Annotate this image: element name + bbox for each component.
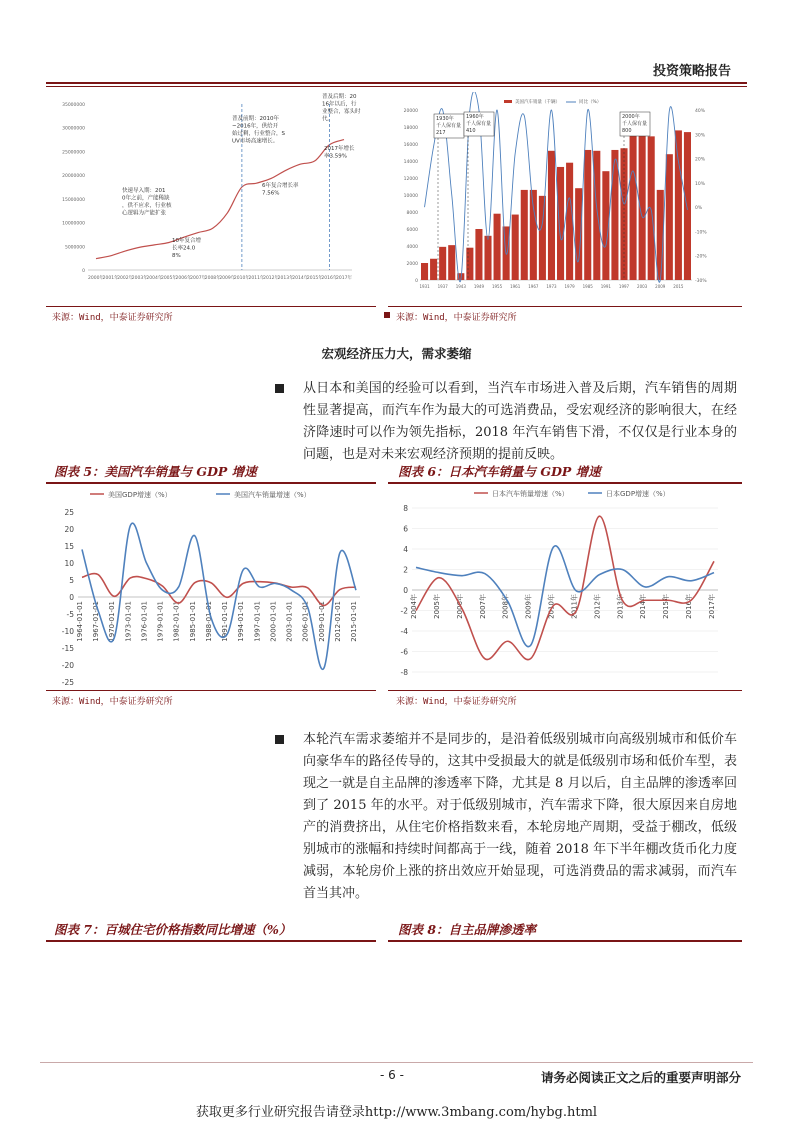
x-tick-label: 1961: [510, 284, 521, 289]
disclaimer-note: 请务必阅读正文之后的重要声明部分: [540, 1070, 741, 1085]
x-tick-label: 2012-01-01: [333, 601, 342, 642]
legend-swatch-sales: [504, 100, 512, 103]
annotation-mid-phase: 普及前期：2010年~2016年，供给开始过剩，行业整合，S UV市场高速增长。: [232, 116, 285, 145]
y-tick-label: -25: [61, 678, 74, 686]
x-tick-label: 2004年: [410, 594, 418, 619]
x-tick-label: 1973-01-01: [124, 601, 133, 642]
source-divider: [46, 306, 376, 307]
y-tick-label: 20000000: [62, 174, 85, 180]
bar-sales: [466, 248, 473, 280]
source-note-fig6: 来源：Wind，中泰证券研究所: [396, 697, 517, 707]
figure-6-title: 图表 6：日本汽车销量与 GDP 增速: [398, 464, 601, 479]
source-divider: [388, 690, 742, 691]
y-tick-label: 6: [403, 524, 408, 534]
legend-label: 日本汽车销量增速（%）: [492, 490, 569, 498]
x-tick-label: 2006年: [455, 594, 464, 619]
y-tick-label: -8: [400, 668, 408, 676]
chart-us-auto-sales-history: [396, 92, 716, 302]
y-tick-label: 5000000: [64, 245, 85, 251]
x-tick-label: 2016年: [321, 276, 338, 281]
x-tick-label: 2012年: [593, 594, 602, 619]
source-note-fig3: 来源：Wind，中泰证券研究所: [52, 313, 173, 323]
x-tick-label: 2008年: [204, 276, 221, 281]
legend-label: 美国汽车销量增速（%）: [234, 491, 311, 499]
y-tick-label: 15000000: [62, 197, 85, 203]
y-tick-label-left: 8000: [406, 211, 418, 216]
y-tick-label-right: 10%: [695, 181, 706, 187]
annotation-2017-growth: 2017年增长率3.59%: [324, 146, 355, 160]
chart-fig6-svg: [392, 486, 722, 676]
section-title: 宏观经济压力大，需求萎缩: [321, 346, 472, 361]
y-tick-label-left: 12000: [403, 177, 418, 182]
y-tick-label: 15: [64, 542, 74, 551]
y-tick-label: 30000000: [62, 126, 85, 132]
figure-7-title: 图表 7：百城住宅价格指数同比增速（%）: [54, 922, 292, 937]
y-tick-label-right: -10%: [695, 230, 707, 236]
source-note-fig5: 来源：Wind，中泰证券研究所: [52, 697, 173, 707]
bar-sales: [666, 154, 673, 280]
x-tick-label: 1967-01-01: [92, 601, 101, 642]
bar-sales: [611, 150, 618, 280]
x-tick-label: 1979: [564, 284, 575, 289]
x-tick-label: 2000年: [88, 276, 104, 281]
x-tick-label: 1964-01-01: [76, 601, 84, 642]
annotation-ownership: 1960年千人保有量 410: [466, 114, 492, 134]
bar-sales: [421, 263, 428, 280]
y-tick-label: 2: [403, 565, 408, 575]
legend-label: 日本GDP增速（%）: [606, 490, 670, 498]
x-tick-label: 1985: [582, 284, 593, 289]
bar-sales: [630, 129, 637, 280]
header-divider: [46, 82, 747, 84]
y-tick-label-right: 0%: [695, 206, 703, 212]
x-tick-label: 2015: [673, 284, 684, 289]
y-tick-label: -5: [66, 610, 74, 619]
figure-5-title: 图表 5：美国汽车销量与 GDP 增速: [54, 464, 257, 479]
bar-sales: [566, 163, 573, 280]
figure-8-title: 图表 8：自主品牌渗透率: [398, 922, 537, 937]
page-number: - 6 -: [380, 1068, 404, 1082]
x-tick-label: 2007年: [478, 594, 487, 619]
x-tick-label: 1967: [528, 284, 539, 289]
x-tick-label: 2009年: [219, 276, 236, 281]
bar-sales: [448, 245, 455, 280]
bar-sales: [584, 150, 591, 280]
report-header-title: 投资策略报告: [652, 64, 731, 79]
x-tick-label: 1982-01-01: [172, 601, 181, 642]
y-tick-label-right: -20%: [695, 254, 707, 260]
chart-fig3-svg: [52, 92, 362, 302]
y-tick-label: 4: [403, 545, 408, 554]
chart-china-auto-sales: [52, 92, 362, 302]
x-tick-label: 2005年: [432, 594, 441, 619]
figure-title-divider: [46, 940, 376, 942]
footer-divider: [40, 1062, 753, 1063]
x-tick-label: 2015年: [662, 594, 671, 619]
x-tick-label: 1994-01-01: [237, 601, 246, 642]
x-tick-label: 2014年: [639, 594, 648, 619]
x-tick-label: 1997: [618, 284, 630, 289]
y-tick-label-left: 6000: [406, 228, 418, 233]
paragraph-1: 从日本和美国的经验可以看到，当汽车市场进入普及后期，汽车销售的周期性显著提高，而汽车作为最大的可选消费品，受宏观经济的影响很大，在经济降速时可以作为领先指标，2018 年汽车销售下滑，不仅仅是行业本身的问题，也是对未来宏观经济预期的提前反映。: [303, 381, 737, 462]
x-tick-label: 1991-01-01: [221, 601, 230, 642]
x-tick-label: 2009年: [524, 594, 533, 619]
figure-title-divider: [46, 482, 376, 484]
source-note-fig4: 来源：Wind，中泰证券研究所: [396, 313, 517, 323]
y-tick-label: -4: [400, 627, 408, 636]
legend-label-yoy: 同比（%）: [579, 100, 602, 105]
promo-link-text[interactable]: 获取更多行业研究报告请登录http://www.3mbang.com/hybg.html: [195, 1105, 598, 1120]
chart-fig5-svg: [48, 486, 366, 686]
x-tick-label: 1943: [455, 284, 466, 289]
y-tick-label-left: 2000: [406, 262, 418, 267]
x-tick-label: 2003-01-01: [285, 601, 294, 642]
source-divider: [46, 690, 376, 691]
bar-sales: [530, 190, 537, 280]
paragraph-2: 本轮汽车需求萎缩并不是同步的，是沿着低级别城市向高级别城市和低价车向豪华车的路径传导的，这其中受损最大的就是低级别市场和低价车型，表现之一就是自主品牌的渗透率下降，尤其是 8 月以后，自主品牌的渗透率回到了 2015 年的水平。对于低级别城市，汽车需求下降，很大原因来自房地产的消费挤出，从住宅价格指数来看，本轮房地产周期，受益于棚改，低级别城市的涨幅和持续时间都高于一线，随着 2018 年下半年棚改货币化力度减弱，本轮房价上涨的挤出效应开始显现，可选消费品的需求减弱，而汽车首当其冲。: [303, 732, 737, 901]
bar-sales: [684, 132, 691, 280]
x-tick-label: 1976-01-01: [140, 601, 149, 642]
x-tick-label: 1970-01-01: [108, 601, 117, 642]
x-tick-label: 2006-01-01: [301, 601, 310, 642]
y-tick-label: 10: [64, 559, 74, 568]
x-tick-label: 2003年: [131, 276, 148, 281]
y-tick-label-left: 14000: [403, 160, 418, 165]
y-tick-label: -6: [400, 647, 408, 657]
chart-us-sales-vs-gdp: [48, 486, 366, 686]
y-tick-label: 35000000: [62, 103, 85, 108]
y-tick-label: -20: [61, 661, 74, 670]
x-tick-label: 2015-01-01: [350, 601, 358, 642]
legend-label-sales: 美国汽车销量（千辆）: [515, 100, 560, 105]
source-divider: [388, 306, 742, 307]
x-tick-label: 2007年: [190, 276, 207, 281]
x-tick-label: 1937: [437, 284, 448, 289]
chart-fig4-svg: [396, 92, 716, 302]
annotation-early-phase: 快速导入期：201 0年之前，产能稀缺，供不应求，行业核心逻辑为产能扩张: [122, 188, 172, 217]
legend-label: 美国GDP增速（%）: [108, 491, 172, 499]
x-tick-label: 1931: [419, 284, 430, 289]
x-tick-label: 2005年: [160, 276, 177, 281]
x-tick-label: 1979-01-01: [156, 601, 165, 642]
x-tick-label: 1955: [491, 284, 503, 289]
y-tick-label: 25000000: [62, 150, 85, 156]
y-tick-label-right: 30%: [695, 133, 706, 139]
bar-sales: [494, 214, 501, 280]
x-tick-label: 2010年: [233, 276, 250, 281]
x-tick-label: 2006年: [175, 276, 192, 281]
y-tick-label: 8: [403, 504, 408, 513]
bar-sales: [557, 167, 564, 280]
y-tick-label-left: 4000: [406, 245, 418, 250]
bar-sales: [675, 130, 682, 280]
bar-sales: [439, 247, 446, 280]
x-tick-label: 2017年: [708, 594, 716, 619]
chart-japan-sales-vs-gdp: [392, 486, 722, 676]
x-tick-label: 1985-01-01: [188, 601, 197, 642]
bar-sales: [475, 229, 482, 280]
y-tick-label-left: 0: [415, 279, 418, 284]
x-tick-label: 2004年: [146, 276, 163, 281]
x-tick-label: 1973: [546, 284, 557, 289]
y-tick-label: -2: [400, 606, 408, 616]
y-tick-label: 20: [64, 525, 74, 534]
bullet-icon: [275, 384, 284, 393]
y-tick-label: -10: [61, 627, 74, 636]
annotation-ownership: 2000年千人保有量 800: [622, 114, 648, 134]
bar-sales: [484, 236, 491, 280]
x-tick-label: 2002年: [117, 276, 134, 281]
bullet-icon: [275, 735, 284, 744]
y-tick-label: 25: [64, 508, 74, 517]
bar-sales: [430, 259, 437, 280]
x-tick-label: 2013年: [277, 276, 294, 281]
annotation-6yr-cagr: 6年复合增长率 7.56%: [262, 183, 299, 197]
y-tick-label-left: 16000: [403, 143, 418, 148]
x-tick-label: 1949: [473, 284, 485, 289]
bar-sales: [593, 151, 600, 280]
x-tick-label: 2011年: [248, 276, 265, 281]
x-tick-label: 2014年: [292, 276, 309, 281]
bar-sales: [521, 190, 528, 280]
y-tick-label-left: 18000: [403, 126, 418, 131]
bar-sales: [548, 151, 555, 280]
bar-sales: [512, 215, 519, 280]
x-tick-label: 2012年: [263, 276, 280, 281]
x-tick-label: 2003: [637, 284, 648, 289]
x-tick-label: 2009: [655, 284, 666, 289]
x-tick-label: 1988-01-01: [204, 601, 213, 642]
bar-sales: [539, 196, 546, 280]
x-tick-label: 2000-01-01: [269, 601, 278, 642]
x-tick-label: 1997-01-01: [253, 601, 262, 642]
y-tick-label: 0: [82, 269, 85, 274]
x-tick-label: 2011年: [570, 594, 579, 619]
annotation-late-phase: 普及后期：20 16年以后，行业整合，寡头时代。: [322, 94, 361, 123]
x-tick-label: 2016年: [685, 594, 694, 619]
x-tick-label: 2010年: [547, 594, 556, 619]
x-tick-label: 2008年: [501, 594, 510, 619]
figure-title-divider: [388, 940, 742, 942]
series-line-0: [416, 516, 714, 659]
annotation-10yr-cagr: 10年复合增长率24.0 8%: [172, 238, 201, 259]
y-tick-label: 10000000: [62, 221, 85, 227]
y-tick-label-left: 20000: [403, 109, 418, 114]
header-divider-thin: [46, 86, 747, 87]
y-tick-label-left: 10000: [403, 194, 418, 199]
x-tick-label: 2015年: [306, 276, 323, 281]
y-tick-label: 0: [403, 586, 408, 595]
x-tick-label: 1991: [600, 284, 611, 289]
y-tick-label: 0: [69, 593, 74, 602]
y-tick-label-right: 40%: [695, 109, 706, 114]
x-tick-label: 2001年: [102, 276, 119, 281]
x-tick-label: 2013年: [616, 594, 625, 619]
y-tick-label: -15: [61, 644, 74, 653]
y-tick-label: 5: [69, 576, 74, 585]
source-bullet-icon: [384, 312, 390, 318]
figure-title-divider: [388, 482, 742, 484]
x-tick-label: 2009-01-01: [317, 601, 326, 642]
x-tick-label: 2017年: [336, 276, 352, 281]
y-tick-label-right: -30%: [695, 279, 707, 284]
annotation-ownership: 1930年千人保有量 217: [436, 116, 462, 136]
y-tick-label-right: 20%: [695, 157, 706, 163]
